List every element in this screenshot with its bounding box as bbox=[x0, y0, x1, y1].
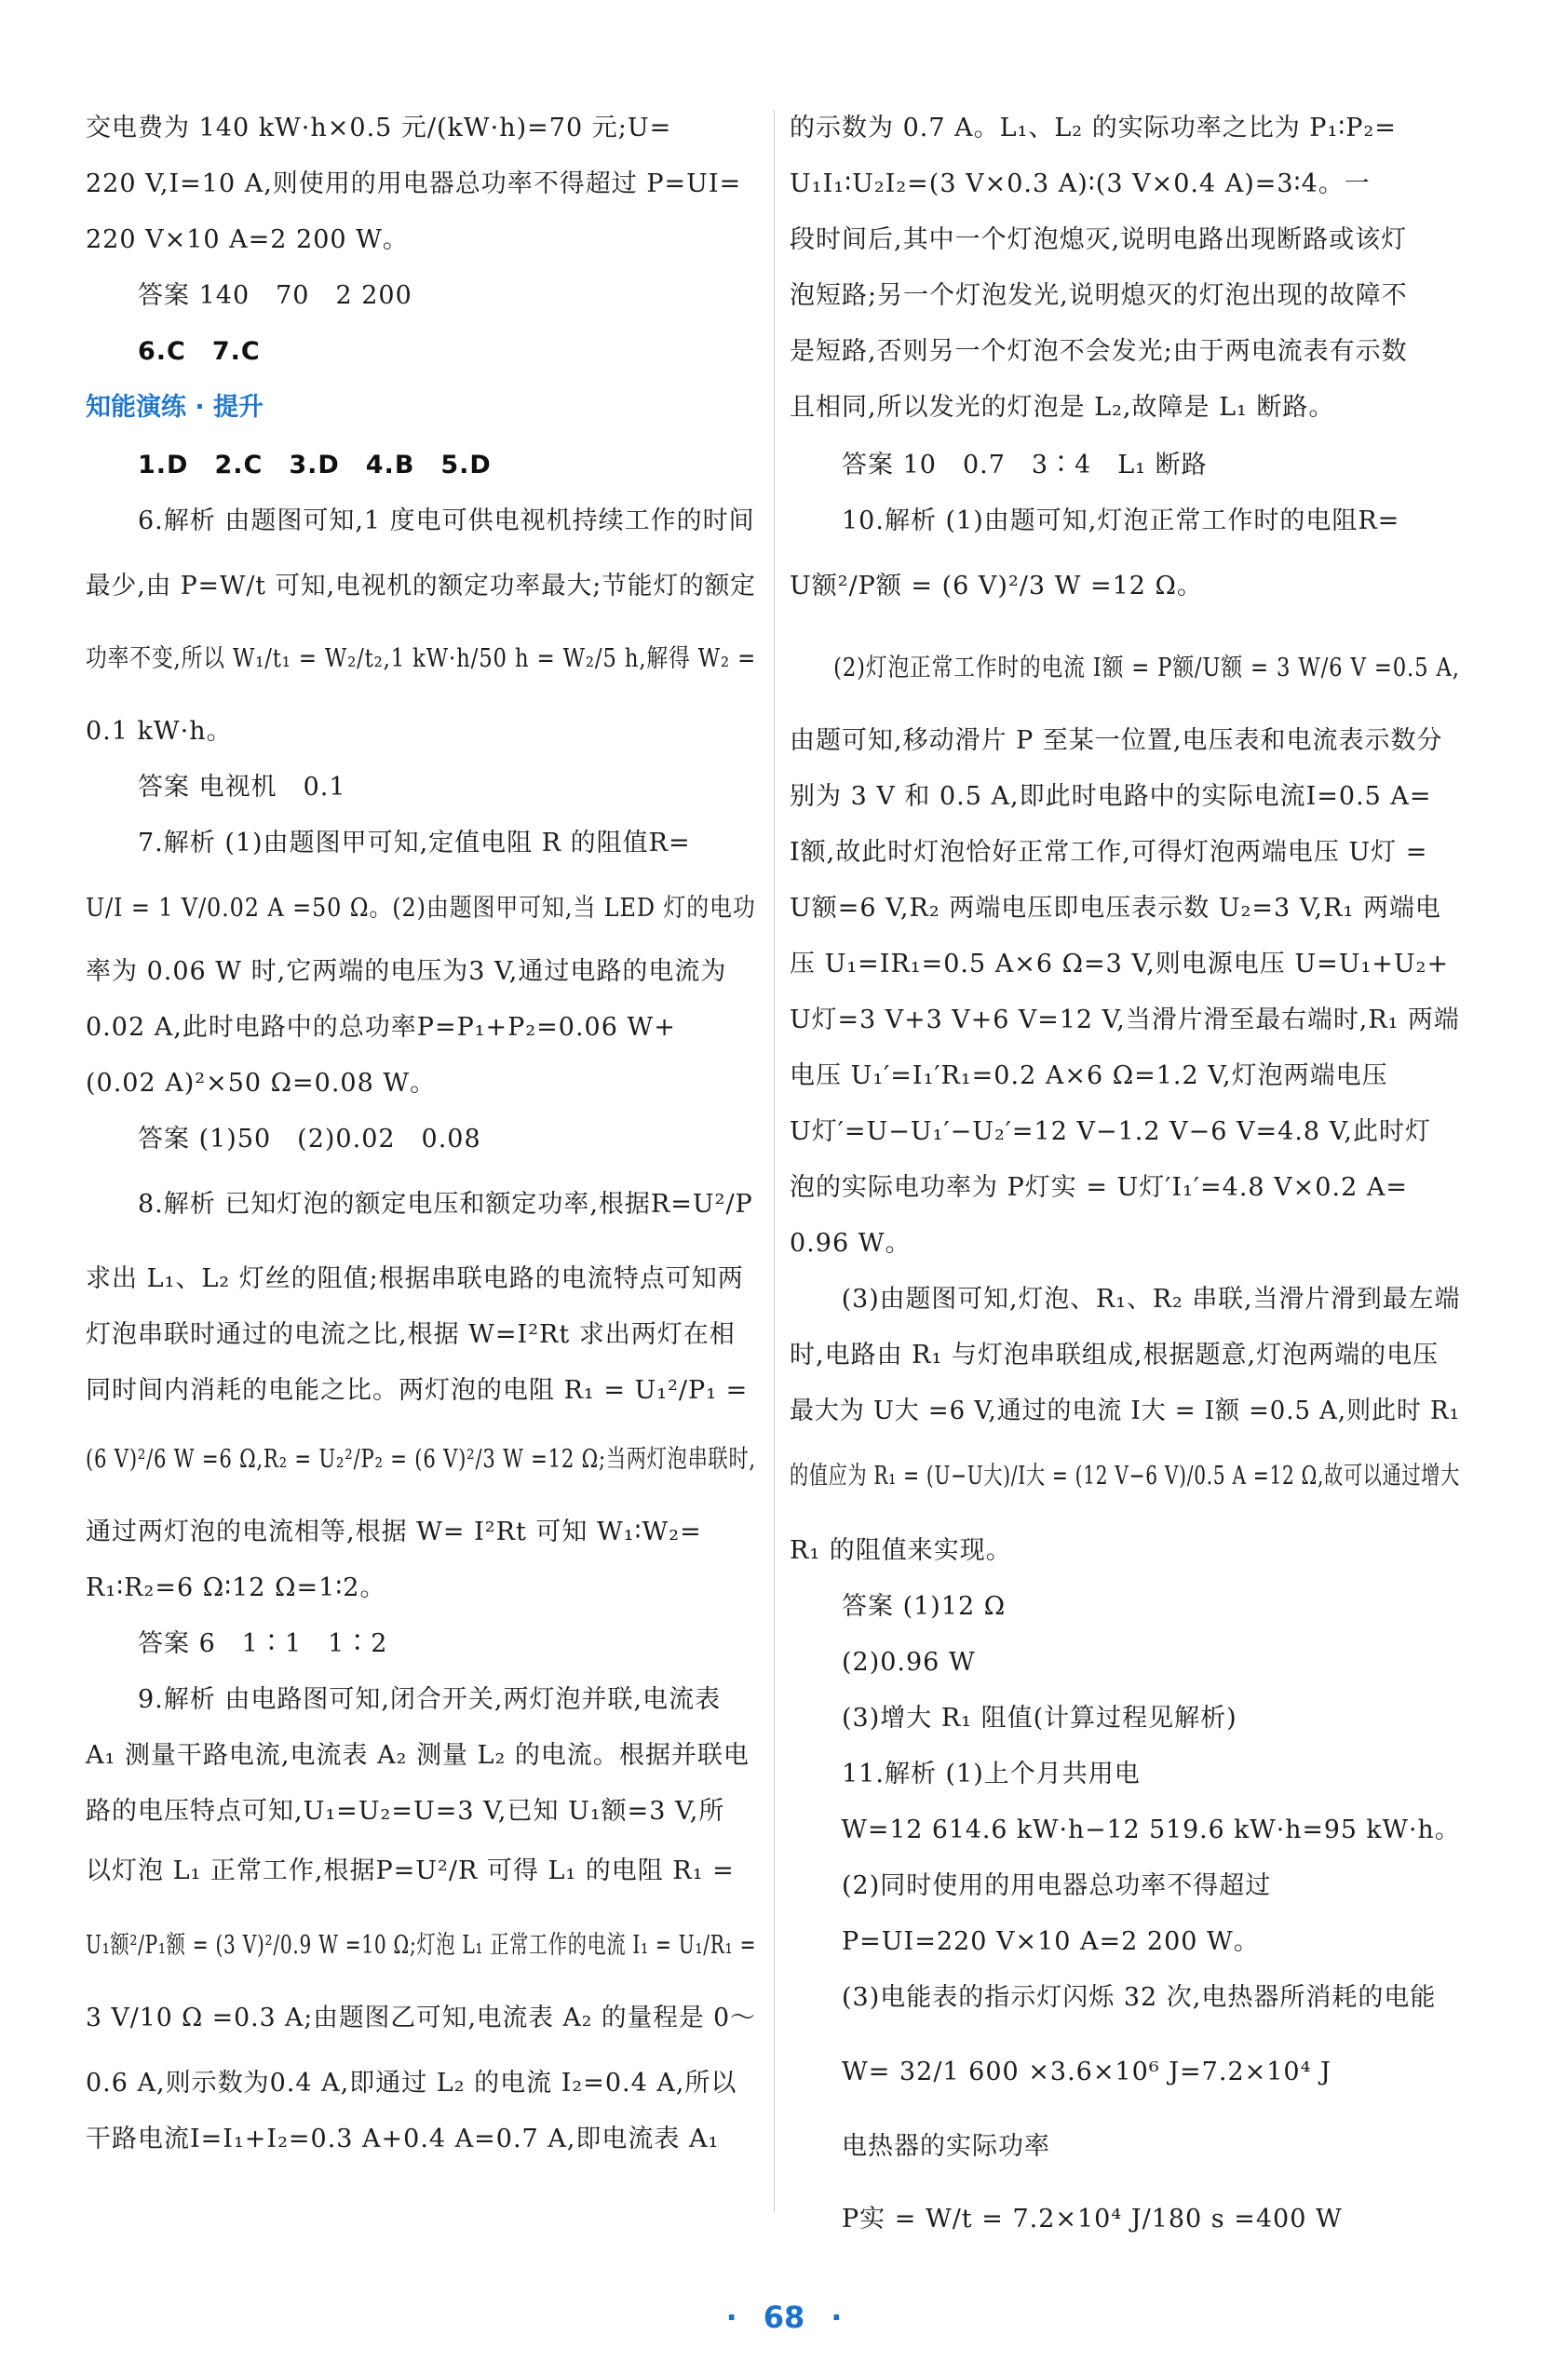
text-line: 功率不变,所以 W₁/t₁ = W₂/t₂,1 kW·h/50 h = W₂/5 h,解得 W₂ = bbox=[86, 644, 757, 673]
text-line: (2)灯泡正常工作时的电流 I额 = P额/U额 = 3 W/6 V =0.5 A, bbox=[833, 654, 1460, 682]
section-title: 知能演练 · 提升 bbox=[86, 393, 264, 422]
text-line: 率为 0.06 W 时,它两端的电压为3 V,通过电路的电流为 bbox=[86, 957, 727, 986]
text-line: 同时间内消耗的电能之比。两灯泡的电阻 R₁ = U₁²/P₁ = bbox=[86, 1376, 749, 1405]
answer-line: 1.D 2.C 3.D 4.B 5.D bbox=[138, 451, 492, 479]
text-line: 8.解析 已知灯泡的额定电压和额定功率,根据R=U²/P bbox=[138, 1190, 753, 1219]
answer-line: 答案 6 1∶1 1∶2 bbox=[138, 1629, 388, 1658]
text-line: 时,电路由 R₁ 与灯泡串联组成,根据题意,灯泡两端的电压 bbox=[790, 1341, 1440, 1370]
text-line: 灯泡串联时通过的电流之比,根据 W=I²Rt 求出两灯在相 bbox=[86, 1320, 736, 1349]
answer-line: (3)增大 R₁ 阻值(计算过程见解析) bbox=[842, 1704, 1237, 1733]
text-line: 通过两灯泡的电流相等,根据 W= I²Rt 可知 W₁∶W₂= bbox=[86, 1518, 702, 1546]
text-line: 11.解析 (1)上个月共用电 bbox=[842, 1760, 1141, 1788]
text-line: U灯=3 V+3 V+6 V=12 V,当滑片滑至最右端时,R₁ 两端 bbox=[790, 1006, 1460, 1034]
text-line: 10.解析 (1)由题可知,灯泡正常工作时的电阻R= bbox=[842, 506, 1400, 535]
text-line: 9.解析 由电路图可知,闭合开关,两灯泡并联,电流表 bbox=[138, 1685, 722, 1714]
text-line: 0.1 kW·h。 bbox=[86, 717, 233, 746]
text-line: 干路电流I=I₁+I₂=0.3 A+0.4 A=0.7 A,即电流表 A₁ bbox=[86, 2125, 720, 2153]
answer-line: 答案 (1)50 (2)0.02 0.08 bbox=[138, 1125, 481, 1154]
dot-icon: · bbox=[725, 2300, 737, 2335]
answer-line: 答案 电视机 0.1 bbox=[138, 773, 346, 802]
text-line: 别为 3 V 和 0.5 A,即此时电路中的实际电流I=0.5 A= bbox=[790, 782, 1432, 811]
text-line: 求出 L₁、L₂ 灯丝的阻值;根据串联电路的电流特点可知两 bbox=[86, 1264, 744, 1293]
text-line: 220 V×10 A=2 200 W。 bbox=[86, 225, 409, 254]
text-line: U₁I₁∶U₂I₂=(3 V×0.3 A)∶(3 V×0.4 A)=3∶4。一 bbox=[790, 169, 1371, 198]
text-line: 是短路,否则另一个灯泡不会发光;由于两电流表有示数 bbox=[790, 337, 1408, 366]
text-line: 220 V,I=10 A,则使用的用电器总功率不得超过 P=UI= bbox=[86, 169, 742, 198]
text-line: 泡短路;另一个灯泡发光,说明熄灭的灯泡出现的故障不 bbox=[790, 281, 1408, 310]
text-line: P=UI=220 V×10 A=2 200 W。 bbox=[842, 1927, 1260, 1956]
text-line: 段时间后,其中一个灯泡熄灭,说明电路出现断路或该灯 bbox=[790, 225, 1408, 254]
dot-icon: · bbox=[831, 2300, 843, 2335]
text-line: 0.96 W。 bbox=[790, 1229, 912, 1258]
answer-line: 6.C 7.C bbox=[138, 337, 261, 366]
text-line: 且相同,所以发光的灯泡是 L₂,故障是 L₁ 断路。 bbox=[790, 393, 1335, 422]
text-line: U额=6 V,R₂ 两端电压即电压表示数 U₂=3 V,R₁ 两端电 bbox=[790, 894, 1441, 923]
text-line: (3)由题图可知,灯泡、R₁、R₂ 串联,当滑片滑到最左端 bbox=[841, 1285, 1461, 1314]
answer-line: 答案 (1)12 Ω bbox=[842, 1592, 1007, 1621]
text-line: 最少,由 P=W/t 可知,电视机的额定功率最大;节能灯的额定 bbox=[86, 572, 756, 601]
text-line: 0.02 A,此时电路中的总功率P=P₁+P₂=0.06 W+ bbox=[86, 1013, 676, 1042]
text-line: 0.6 A,则示数为0.4 A,即通过 L₂ 的电流 I₂=0.4 A,所以 bbox=[86, 2069, 737, 2098]
text-line: 路的电压特点可知,U₁=U₂=U=3 V,已知 U₁额=3 V,所 bbox=[86, 1797, 725, 1826]
text-line: (3)电能表的指示灯闪烁 32 次,电热器所消耗的电能 bbox=[842, 1983, 1437, 2012]
answer-line: 答案 10 0.7 3∶4 L₁ 断路 bbox=[842, 451, 1208, 479]
text-line: 压 U₁=IR₁=0.5 A×6 Ω=3 V,则电源电压 U=U₁+U₂+ bbox=[790, 950, 1450, 979]
answer-line: 答案 140 70 2 200 bbox=[138, 281, 412, 310]
text-line: 的示数为 0.7 A。L₁、L₂ 的实际功率之比为 P₁∶P₂= bbox=[790, 114, 1397, 142]
text-line: 的值应为 R₁ = (U−U大)/I大 = (12 V−6 V)/0.5 A =12 Ω,故可以通过增大 bbox=[790, 1462, 1460, 1491]
text-line: P实 = W/t = 7.2×10⁴ J/180 s =400 W bbox=[842, 2205, 1343, 2234]
text-line: (0.02 A)²×50 Ω=0.08 W。 bbox=[86, 1069, 437, 1098]
text-line: 电压 U₁′=I₁′R₁=0.2 A×6 Ω=1.2 V,灯泡两端电压 bbox=[790, 1061, 1388, 1090]
text-line: 电热器的实际功率 bbox=[842, 2132, 1050, 2161]
text-line: U/I = 1 V/0.02 A =50 Ω。(2)由题图甲可知,当 LED 灯的电功 bbox=[86, 894, 756, 923]
text-line: (6 V)²/6 W =6 Ω,R₂ = U₂²/P₂ = (6 V)²/3 W =12 Ω;当两灯泡串联时, bbox=[86, 1445, 756, 1474]
text-line: 由题可知,移动滑片 P 至某一位置,电压表和电流表示数分 bbox=[790, 726, 1443, 755]
page-number-value: 68 bbox=[763, 2300, 805, 2335]
text-line: 6.解析 由题图可知,1 度电可供电视机持续工作的时间 bbox=[138, 506, 755, 535]
page-number bbox=[0, 2300, 1568, 2335]
text-line: U₁额²/P₁额 = (3 V)²/0.9 W =10 Ω;灯泡 L₁ 正常工作的电流 I₁ = U₁/R₁ = bbox=[86, 1931, 757, 1960]
text-line: 最大为 U大 =6 V,通过的电流 I大 = I额 =0.5 A,则此时 R₁ bbox=[790, 1397, 1460, 1425]
text-line: W=12 614.6 kW·h−12 519.6 kW·h=95 kW·h。 bbox=[841, 1815, 1461, 1844]
text-line: (2)同时使用的用电器总功率不得超过 bbox=[842, 1871, 1272, 1900]
text-line: 以灯泡 L₁ 正常工作,根据P=U²/R 可得 L₁ 的电阻 R₁ = bbox=[86, 1856, 735, 1885]
text-line: 交电费为 140 kW·h×0.5 元/(kW·h)=70 元;U= bbox=[86, 114, 672, 142]
text-line: 泡的实际电功率为 P灯实 = U灯′I₁′=4.8 V×0.2 A= bbox=[790, 1173, 1408, 1202]
column-divider bbox=[774, 110, 775, 2212]
text-line: R₁∶R₂=6 Ω∶12 Ω=1∶2。 bbox=[86, 1573, 386, 1602]
answer-line: (2)0.96 W bbox=[842, 1648, 976, 1677]
text-line: U灯′=U−U₁′−U₂′=12 V−1.2 V−6 V=4.8 V,此时灯 bbox=[790, 1117, 1432, 1146]
text-line: U额²/P额 = (6 V)²/3 W =12 Ω。 bbox=[790, 572, 1203, 601]
text-line: A₁ 测量干路电流,电流表 A₂ 测量 L₂ 的电流。根据并联电 bbox=[86, 1741, 750, 1770]
text-line: 7.解析 (1)由题图甲可知,定值电阻 R 的阻值R= bbox=[138, 829, 691, 857]
text-line: I额,故此时灯泡恰好正常工作,可得灯泡两端电压 U灯 = bbox=[790, 838, 1428, 867]
text-line: 3 V/10 Ω =0.3 A;由题图乙可知,电流表 A₂ 的量程是 0～ bbox=[86, 2004, 756, 2032]
text-line: W= 32/1 600 ×3.6×10⁶ J=7.2×10⁴ J bbox=[842, 2058, 1331, 2086]
text-line: R₁ 的阻值来实现。 bbox=[790, 1536, 1012, 1565]
